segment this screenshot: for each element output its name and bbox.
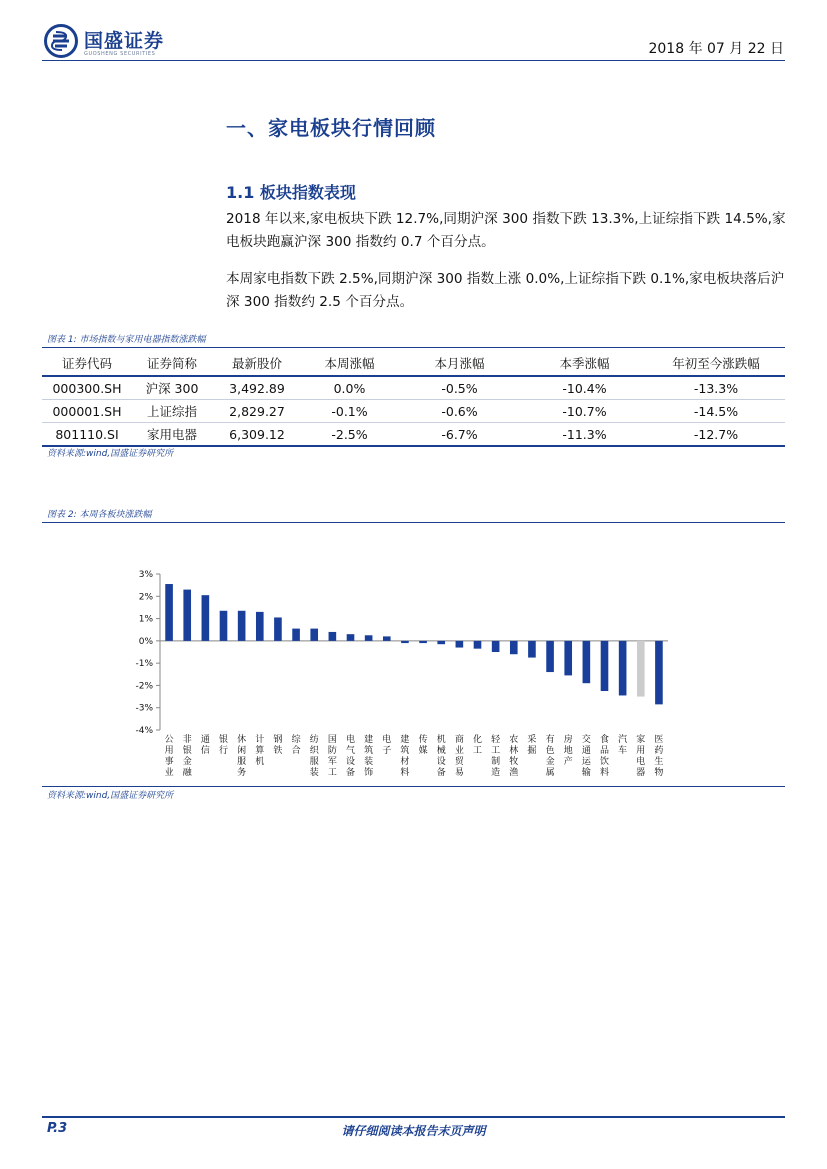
brand-logo-icon: [44, 24, 78, 58]
bar-6: [256, 612, 264, 641]
chart-source: 资料来源:wind,国盛证券研究所: [47, 791, 174, 801]
y-tick-label: 3%: [138, 570, 153, 580]
bar-8: [292, 629, 300, 641]
bar-12: [365, 635, 373, 641]
bar-21: [528, 641, 536, 658]
category-label: 交通运输: [581, 735, 591, 778]
cell-code: 000300.SH: [42, 376, 132, 400]
bar-17: [456, 641, 464, 648]
table-caption: 图表 1: 市场指数与家用电器指数涨跌幅: [47, 335, 206, 345]
chart-caption-divider: [42, 522, 785, 523]
cell-quarter: -10.7%: [522, 400, 647, 423]
cell-name: 家用电器: [132, 423, 212, 447]
category-label: 非银金融: [182, 735, 192, 778]
section-title: 一、家电板块行情回顾: [226, 116, 436, 140]
category-label: 化工: [472, 735, 483, 756]
y-tick-label: -3%: [135, 703, 153, 714]
bar-23: [564, 641, 572, 676]
bar-2: [183, 590, 191, 641]
col-header-month: 本月涨幅: [397, 350, 522, 376]
brand-english-name: GUOSHENG SECURITIES: [84, 51, 156, 57]
bar-25: [601, 641, 609, 691]
page-number: P.3: [47, 1121, 68, 1136]
bar-1: [165, 584, 173, 641]
bar-9: [310, 629, 318, 641]
category-label: 综合: [291, 735, 301, 756]
cell-code: 801110.SI: [42, 423, 132, 447]
y-tick-label: 0%: [138, 636, 153, 647]
table-header-row: [42, 350, 785, 376]
category-label: 房地产: [563, 735, 573, 767]
cell-quarter: -10.4%: [522, 376, 647, 400]
category-label: 机械设备: [436, 735, 446, 778]
bar-14: [401, 641, 409, 643]
cell-month: -0.6%: [397, 400, 522, 423]
bar-4: [220, 611, 228, 641]
cell-price: 2,829.27: [212, 400, 302, 423]
category-label: 钢铁: [273, 735, 283, 756]
category-label: 传媒: [418, 735, 428, 756]
category-label: 国防军工: [327, 735, 337, 778]
cell-quarter: -11.3%: [522, 423, 647, 447]
bar-26: [619, 641, 627, 696]
paragraph-weekly: 本周家电指数下跌 2.5%,同期沪深 300 指数上涨 0.0%,上证综指下跌 0.1%,家电板块落后沪深 300 指数约 2.5 个百分点。: [226, 271, 785, 310]
chart-caption: 图表 2: 本周各板块涨跌幅: [47, 510, 152, 520]
bar-7: [274, 617, 282, 640]
category-label: 食品饮料: [599, 735, 610, 778]
category-label: 休闲服务: [237, 735, 247, 778]
bar-24: [583, 641, 591, 683]
table-caption-divider: [42, 347, 785, 348]
bar-20: [510, 641, 518, 654]
header-divider: [42, 60, 785, 61]
category-label: 商业贸易: [454, 735, 464, 778]
cell-price: 6,309.12: [212, 423, 302, 447]
y-tick-label: -1%: [135, 659, 153, 670]
table-source: 资料来源:wind,国盛证券研究所: [47, 449, 174, 459]
cell-name: 沪深 300: [132, 376, 212, 400]
bar-10: [329, 632, 337, 641]
bar-15: [419, 641, 427, 643]
cell-week: 0.0%: [302, 376, 397, 400]
y-tick-label: 2%: [138, 592, 153, 603]
bar-3: [202, 595, 210, 641]
cell-ytd: -12.7%: [647, 423, 785, 447]
col-header-week: 本周涨幅: [302, 350, 397, 376]
bar-16: [437, 641, 445, 644]
cell-ytd: -13.3%: [647, 376, 785, 400]
cell-name: 上证综指: [132, 400, 212, 423]
bar-13: [383, 636, 391, 640]
table-row: [42, 376, 785, 400]
category-label: 轻工制造: [491, 735, 501, 778]
cell-week: -2.5%: [302, 423, 397, 447]
bar-28: [655, 641, 663, 705]
cell-month: -6.7%: [397, 423, 522, 447]
footer-divider: [42, 1116, 785, 1118]
table-row: [42, 423, 785, 447]
category-label: 农林牧渔: [509, 735, 519, 778]
bar-22: [546, 641, 554, 672]
category-label: 采掘: [527, 735, 537, 756]
category-label: 公用事业: [164, 735, 174, 778]
cell-ytd: -14.5%: [647, 400, 785, 423]
category-label: 有色金属: [545, 735, 555, 778]
category-label: 电气设备: [345, 735, 356, 778]
category-label: 银行: [218, 735, 229, 756]
chart-bottom-divider: [42, 786, 785, 787]
brand-name: 国盛证券: [84, 30, 165, 52]
disclaimer-note: 请仔细阅读本报告末页声明: [341, 1124, 486, 1138]
col-header-ytd: 年初至今涨跌幅: [647, 350, 785, 376]
cell-month: -0.5%: [397, 376, 522, 400]
paragraph-ytd: 2018 年以来,家电板块下跌 12.7%,同期沪深 300 指数下跌 13.3%,上证综指下跌 14.5%,家电板块跑赢沪深 300 指数约 0.7 个百分点。: [226, 211, 786, 250]
index-performance-table: [42, 350, 785, 447]
col-header-name: 证券简称: [132, 350, 212, 376]
bar-18: [474, 641, 482, 649]
category-label: 通信: [200, 735, 210, 756]
category-label: 家用电器: [636, 735, 646, 778]
col-header-quarter: 本季涨幅: [522, 350, 647, 376]
category-label: 纺织服装: [309, 735, 319, 778]
subsection-title: 1.1 板块指数表现: [226, 183, 356, 202]
col-header-code: 证券代码: [42, 350, 132, 376]
category-label: 计算机: [255, 735, 265, 767]
category-label: 医药生物: [654, 735, 664, 778]
bar-19: [492, 641, 500, 652]
bar-11: [347, 634, 355, 641]
cell-week: -0.1%: [302, 400, 397, 423]
category-label: 汽车: [618, 735, 628, 756]
cell-code: 000001.SH: [42, 400, 132, 423]
category-label: 电子: [382, 735, 392, 756]
category-label: 建筑装饰: [364, 735, 374, 778]
y-tick-label: -4%: [135, 726, 153, 736]
category-label: 建筑材料: [400, 735, 410, 778]
brand-logo: [44, 22, 184, 64]
bar-27: [637, 641, 645, 697]
table-row: [42, 400, 785, 423]
y-tick-label: -2%: [135, 681, 153, 692]
bar-5: [238, 611, 246, 641]
y-tick-label: 1%: [138, 614, 153, 625]
sector-change-bar-chart: [120, 560, 680, 785]
report-date: 2018 年 07 月 22 日: [648, 41, 784, 57]
col-header-price: 最新股价: [212, 350, 302, 376]
cell-price: 3,492.89: [212, 376, 302, 400]
